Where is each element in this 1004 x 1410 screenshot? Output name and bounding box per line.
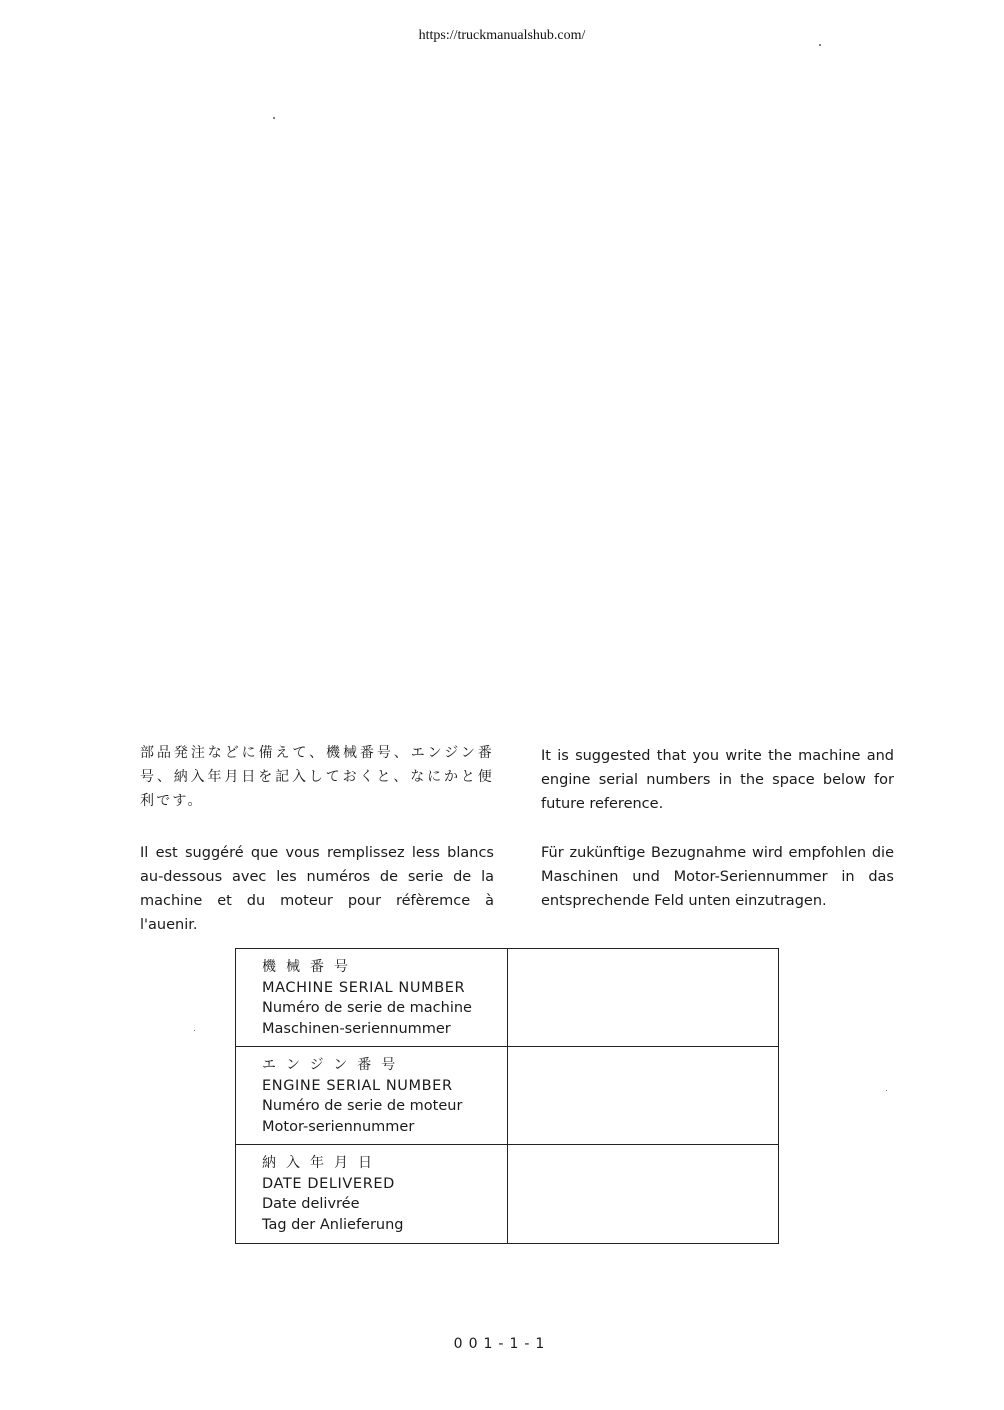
engine-serial-label-cell (236, 1047, 508, 1145)
instruction-paragraph-german: Für zukünftige Bezugnahme wird empfohlen die Maschinen und Motor-Seriennummer in das entsprechende Feld unten einzutragen. (541, 845, 894, 909)
engine-serial-label-en: ENGINE SERIAL NUMBER (262, 1077, 453, 1094)
scan-speck (194, 1030, 195, 1031)
date-delivered-label-cell (236, 1145, 508, 1243)
scan-speck (886, 1090, 887, 1091)
date-delivered-label-fr: Date delivrée (262, 1196, 360, 1212)
instruction-paragraph-french: Il est suggéré que vous remplissez less blancs au-dessous avec les numéros de serie de la machine et du moteur pour réfèremce à l'auenir. (140, 845, 494, 933)
machine-serial-label-fr: Numéro de serie de machine (262, 1000, 472, 1016)
date-delivered-label-de: Tag der Anlieferung (262, 1216, 404, 1233)
engine-serial-label-jp: エンジン番号 (262, 1057, 406, 1073)
page-number: 001-1-1 (453, 1336, 551, 1352)
scan-speck (819, 44, 821, 46)
engine-serial-label-fr: Numéro de serie de moteur (262, 1098, 463, 1114)
engine-serial-value-field[interactable] (508, 1047, 778, 1145)
machine-serial-value-field[interactable] (508, 949, 778, 1047)
machine-serial-label-cell (236, 949, 508, 1047)
machine-serial-label-de: Maschinen-seriennummer (262, 1020, 451, 1037)
machine-serial-label-en: MACHINE SERIAL NUMBER (262, 979, 466, 996)
machine-serial-label-jp: 機械番号 (262, 959, 358, 975)
serial-number-table (235, 948, 779, 1244)
date-delivered-label-en: DATE DELIVERED (262, 1175, 395, 1192)
instruction-paragraph-english: It is suggested that you write the machine and engine serial numbers in the space below for future reference. (541, 748, 894, 812)
scan-speck (273, 117, 275, 119)
engine-serial-label-de: Motor-seriennummer (262, 1118, 415, 1135)
date-delivered-value-field[interactable] (508, 1145, 778, 1243)
date-delivered-label-jp: 納入年月日 (262, 1155, 382, 1171)
source-url-link[interactable]: https://truckmanualshub.com/ (418, 28, 586, 43)
instruction-paragraph-japanese: 部品発注などに備えて、機械番号、エンジン番号、納入年月日を記入しておくと、なにかと便利です。 (140, 745, 494, 809)
